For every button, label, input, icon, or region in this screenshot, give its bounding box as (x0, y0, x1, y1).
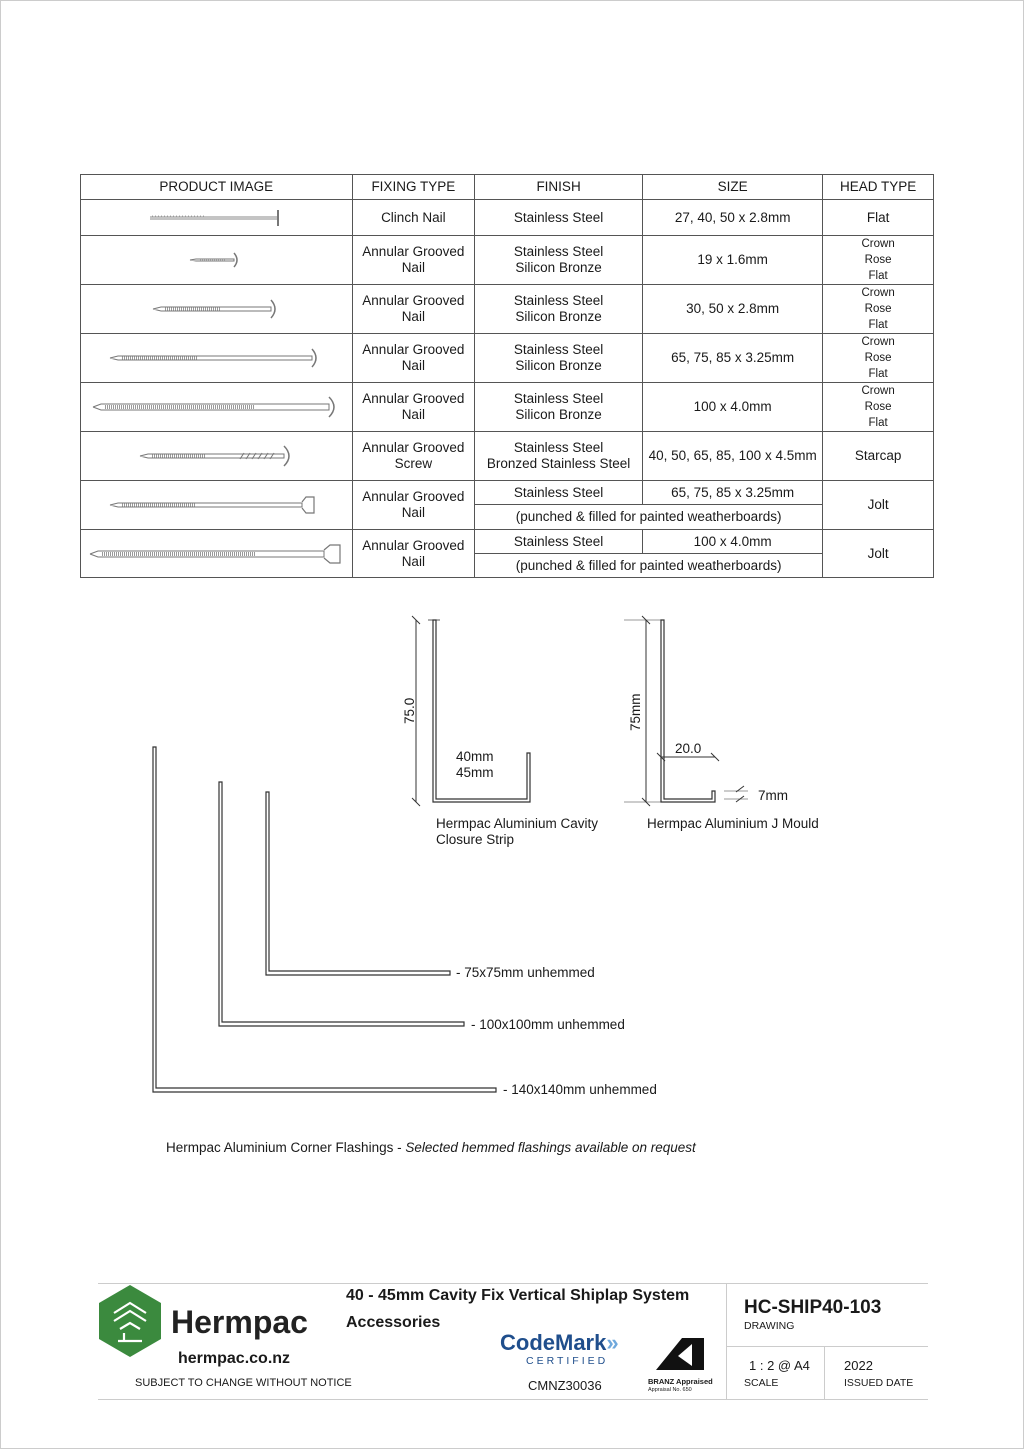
note-cell: (punched & filled for painted weatherboards) (475, 505, 823, 530)
finish-cell (475, 432, 643, 481)
annular-screw-icon (136, 443, 296, 469)
title-block-divider (726, 1284, 727, 1399)
product-image-cell (81, 200, 353, 236)
codemark-logo (500, 1330, 619, 1356)
fixing-type-cell (352, 334, 474, 383)
fixing-type-cell (352, 383, 474, 432)
finish-cell (475, 383, 643, 432)
fixing-type-line-1: Annular Grooved (362, 391, 465, 406)
finish-cell (475, 334, 643, 383)
issued-date-label: ISSUED DATE (844, 1377, 914, 1389)
fixing-type-cell (352, 432, 474, 481)
fixing-type-line-2: Nail (401, 309, 425, 324)
finish-line-1: Stainless Steel (513, 293, 604, 308)
corner-140-label: - 140x140mm unhemmed (503, 1082, 657, 1097)
fixing-type-line-1: Annular Grooved (362, 489, 465, 504)
title-block-divider (824, 1346, 825, 1399)
size-cell: 19 x 1.6mm (643, 236, 823, 285)
fixing-type-line-1: Annular Grooved (362, 342, 465, 357)
table-row (81, 481, 934, 505)
header-size: SIZE (643, 175, 823, 200)
brand-name: Hermpac (171, 1304, 308, 1340)
drawing-label: DRAWING (744, 1320, 795, 1332)
fixing-type-cell (352, 236, 474, 285)
codemark-text: CodeMark (500, 1330, 607, 1355)
corner-100-label: - 100x100mm unhemmed (471, 1017, 625, 1032)
fixing-type-line-2: Screw (394, 456, 433, 471)
head-type: Starcap (854, 448, 902, 463)
table-row (81, 236, 934, 285)
head-type-cell (823, 432, 934, 481)
size-cell: 27, 40, 50 x 2.8mm (643, 200, 823, 236)
hermpac-logo-icon (98, 1285, 162, 1357)
website-link[interactable]: hermpac.co.nz (178, 1350, 291, 1367)
jolt-nail-long-icon (86, 542, 346, 566)
table-row (81, 200, 934, 236)
finish-line-2: Silicon Bronze (515, 309, 602, 324)
size-cell: 65, 75, 85 x 3.25mm (643, 481, 823, 505)
cavity-strip-caption-1: Hermpac Aluminium Cavity (436, 816, 599, 831)
fixing-type-cell (352, 530, 474, 578)
note-cell: (punched & filled for painted weatherboards) (475, 554, 823, 578)
fixing-type-line-2: Nail (401, 407, 425, 422)
head-type-line-3: Flat (868, 319, 888, 331)
branz-appraisal-number: Appraisal No. 650 (648, 1387, 692, 1393)
corner-caption-italic: Selected hemmed flashings available on request (405, 1140, 696, 1155)
finish-line-2: Silicon Bronze (515, 407, 602, 422)
head-type-cell (823, 236, 934, 285)
finish-cell: Stainless Steel (475, 530, 643, 554)
head-type-line-1: Crown (861, 287, 895, 299)
table-row (81, 432, 934, 481)
certificate-number: CMNZ30036 (528, 1378, 602, 1393)
corner-flashing-75 (266, 792, 450, 975)
finish-cell (475, 285, 643, 334)
head-type-line-2: Rose (864, 401, 892, 413)
fixing-type-line-1: Annular Grooved (362, 244, 465, 259)
head-type-cell: Jolt (823, 481, 934, 530)
table-row (81, 530, 934, 554)
head-type-cell (823, 200, 934, 236)
size-cell: 100 x 4.0mm (643, 530, 823, 554)
head-type-line-1: Crown (861, 385, 895, 397)
fixing-type-cell (352, 200, 474, 236)
finish-line-1: Stainless Steel (513, 342, 604, 357)
title-block (98, 1283, 928, 1400)
fixing-type: Clinch Nail (381, 209, 446, 225)
cavity-strip-caption-2: Closure Strip (436, 832, 515, 847)
clinch-nail-icon (146, 207, 286, 229)
product-image-cell (81, 383, 353, 432)
finish-line-2: Bronzed Stainless Steel (486, 456, 631, 471)
fixing-type-line-2: Nail (401, 260, 425, 275)
corner-flashing-100 (219, 782, 464, 1026)
j-mould-profile (661, 620, 715, 802)
header-finish: FINISH (475, 175, 643, 200)
fixing-type-cell (352, 481, 474, 530)
issued-date-value: 2022 (844, 1358, 873, 1373)
table-header-row (81, 175, 934, 200)
fixing-type-line-1: Annular Grooved (362, 440, 465, 455)
table-row (81, 334, 934, 383)
product-image-cell (81, 285, 353, 334)
head-type-line-2: Rose (864, 254, 892, 266)
product-image-cell (81, 530, 353, 578)
notice-text: SUBJECT TO CHANGE WITHOUT NOTICE (135, 1377, 352, 1389)
finish-cell: Stainless Steel (475, 481, 643, 505)
product-image-cell (81, 236, 353, 285)
scale-label: SCALE (744, 1377, 779, 1389)
fixing-type-line-2: Nail (401, 505, 425, 520)
size-cell: 100 x 4.0mm (643, 383, 823, 432)
head-type-cell (823, 285, 934, 334)
finish-line-1: Stainless Steel (513, 391, 604, 406)
head-type-line-2: Rose (864, 303, 892, 315)
branz-label: BRANZ Appraised (648, 1377, 713, 1386)
annular-nail-xlong-icon (89, 395, 343, 419)
finish-line-1: Stainless Steel (513, 244, 604, 259)
header-fixing-type: FIXING TYPE (352, 175, 474, 200)
product-image-cell (81, 334, 353, 383)
j-mould-height-label: 75mm (628, 693, 643, 731)
finish-cell (475, 236, 643, 285)
corner-flashings-caption (166, 1140, 696, 1156)
table-row (81, 383, 934, 432)
cavity-strip-width-1: 40mm (456, 749, 494, 764)
fixing-type-line-2: Nail (401, 553, 425, 569)
fixing-type-line-1: Annular Grooved (362, 537, 465, 553)
head-type-line-1: Crown (861, 336, 895, 348)
corner-caption-text: Hermpac Aluminium Corner Flashings - (166, 1140, 406, 1155)
table-row (81, 285, 934, 334)
codemark-certified: CERTIFIED (526, 1355, 609, 1367)
title-block-divider (726, 1346, 928, 1347)
product-image-cell (81, 481, 353, 530)
finish-line-2: Silicon Bronze (515, 358, 602, 373)
header-product-image: PRODUCT IMAGE (81, 175, 353, 200)
drawing-subtitle: Accessories (346, 1314, 441, 1331)
fixings-table (80, 174, 934, 578)
j-mould-gap-label: 7mm (758, 788, 788, 803)
head-type-line-3: Flat (868, 270, 888, 282)
fixing-type-cell (352, 285, 474, 334)
fixing-type-line-1: Annular Grooved (362, 293, 465, 308)
drawing-title: 40 - 45mm Cavity Fix Vertical Shiplap System (346, 1287, 690, 1304)
head-type: Flat (866, 209, 890, 225)
size-cell: 65, 75, 85 x 3.25mm (643, 334, 823, 383)
codemark-chevron-icon: » (606, 1330, 619, 1355)
branz-logo-icon (648, 1332, 708, 1374)
j-mould-caption: Hermpac Aluminium J Mould (647, 816, 819, 831)
head-type-cell (823, 334, 934, 383)
annular-nail-long-icon (106, 347, 326, 369)
finish-cell (475, 200, 643, 236)
head-type-line-3: Flat (868, 368, 888, 380)
header-head-type: HEAD TYPE (823, 175, 934, 200)
annular-nail-icon (149, 298, 283, 320)
cavity-strip-height-label: 75.0 (402, 697, 417, 724)
small-annular-nail-icon (186, 250, 246, 270)
fixing-type-line-2: Nail (401, 358, 425, 373)
drawing-number: HC-SHIP40-103 (744, 1297, 882, 1318)
product-image-cell (81, 432, 353, 481)
scale-value: 1 : 2 @ A4 (749, 1358, 810, 1373)
cavity-strip-width-2: 45mm (456, 765, 494, 780)
corner-75-label: - 75x75mm unhemmed (456, 965, 595, 980)
head-type-cell: Jolt (823, 530, 934, 578)
finish-line-1: Stainless Steel (513, 440, 604, 455)
jolt-nail-icon (106, 493, 326, 517)
j-mould-width-label: 20.0 (675, 741, 702, 756)
finish: Stainless Steel (513, 209, 604, 225)
size-cell: 30, 50 x 2.8mm (643, 285, 823, 334)
head-type-line-2: Rose (864, 352, 892, 364)
size-cell: 40, 50, 65, 85, 100 x 4.5mm (643, 432, 823, 481)
finish-line-2: Silicon Bronze (515, 260, 602, 275)
head-type-cell (823, 383, 934, 432)
flashing-drawings (0, 590, 1024, 1150)
head-type-line-1: Crown (861, 238, 895, 250)
head-type-line-3: Flat (868, 417, 888, 429)
